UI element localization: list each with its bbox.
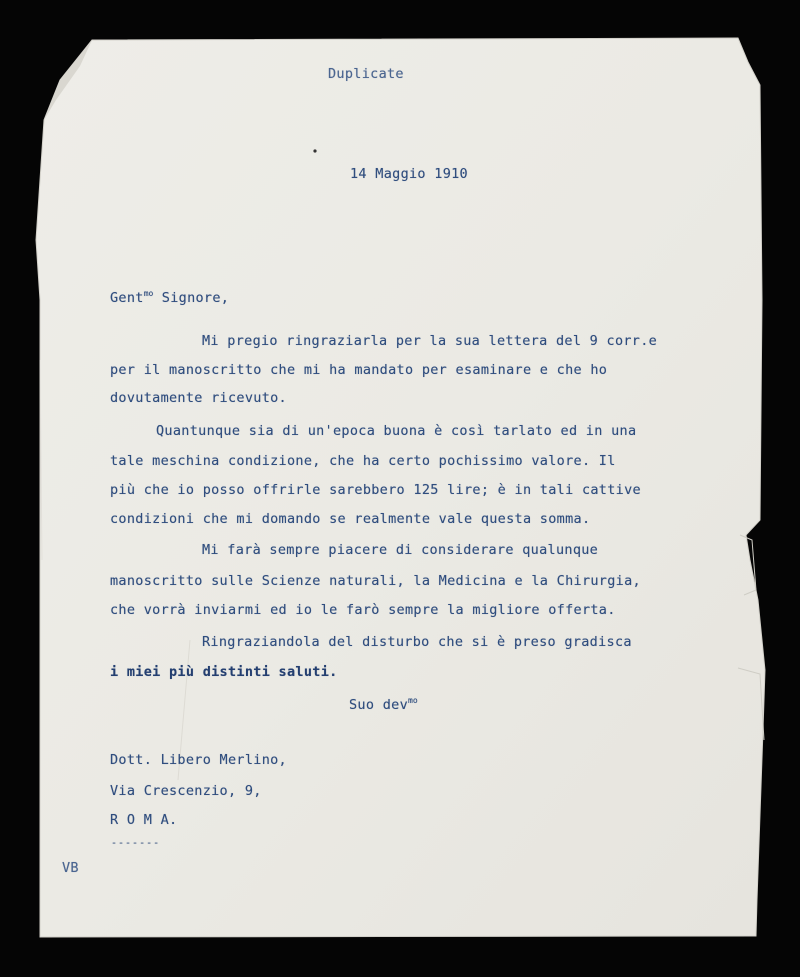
address-line: Via Crescenzio, 9, [110, 783, 262, 799]
body-line: Quantunque sia di un'epoca buona è così tarlato ed in una [156, 423, 637, 439]
salutation-rest: Signore, [153, 290, 230, 306]
closing [349, 693, 418, 713]
address-line: R O M A. [110, 812, 178, 828]
typist-initials: VB [62, 860, 79, 876]
body-line: i miei più distinti saluti. [110, 664, 338, 680]
letter-date: 14 Maggio 1910 [350, 166, 468, 182]
closing-prefix: Suo dev [349, 697, 408, 713]
body-line: Mi pregio ringraziarla per la sua lettera del 9 corr.e [202, 333, 658, 349]
body-line: per il manoscritto che mi ha mandato per esaminare e che ho [110, 362, 608, 378]
body-line: Mi farà sempre piacere di considerare qualunque [202, 542, 599, 558]
salutation-prefix: Gent [110, 290, 144, 306]
closing-superscript: mo [408, 696, 418, 705]
salutation-superscript: mo [143, 289, 154, 298]
body-line: condizioni che mi domando se realmente vale questa somma. [110, 511, 591, 527]
address-underline: ------- [111, 838, 161, 849]
body-line: dovutamente ricevuto. [110, 390, 287, 406]
body-line: che vorrà inviarmi ed io le farò sempre la migliore offerta. [110, 602, 616, 618]
body-line: più che io posso offrirle sarebbero 125 lire; è in tali cattive [110, 482, 641, 498]
document-header: Duplicate [328, 66, 404, 82]
address-line: Dott. Libero Merlino, [110, 752, 287, 768]
body-line: Ringraziandola del disturbo che si è preso gradisca [202, 634, 632, 650]
body-line: tale meschina condizione, che ha certo pochissimo valore. Il [110, 453, 616, 469]
body-line: manoscritto sulle Scienze naturali, la Medicina e la Chirurgia, [110, 573, 641, 589]
salutation [110, 286, 229, 306]
